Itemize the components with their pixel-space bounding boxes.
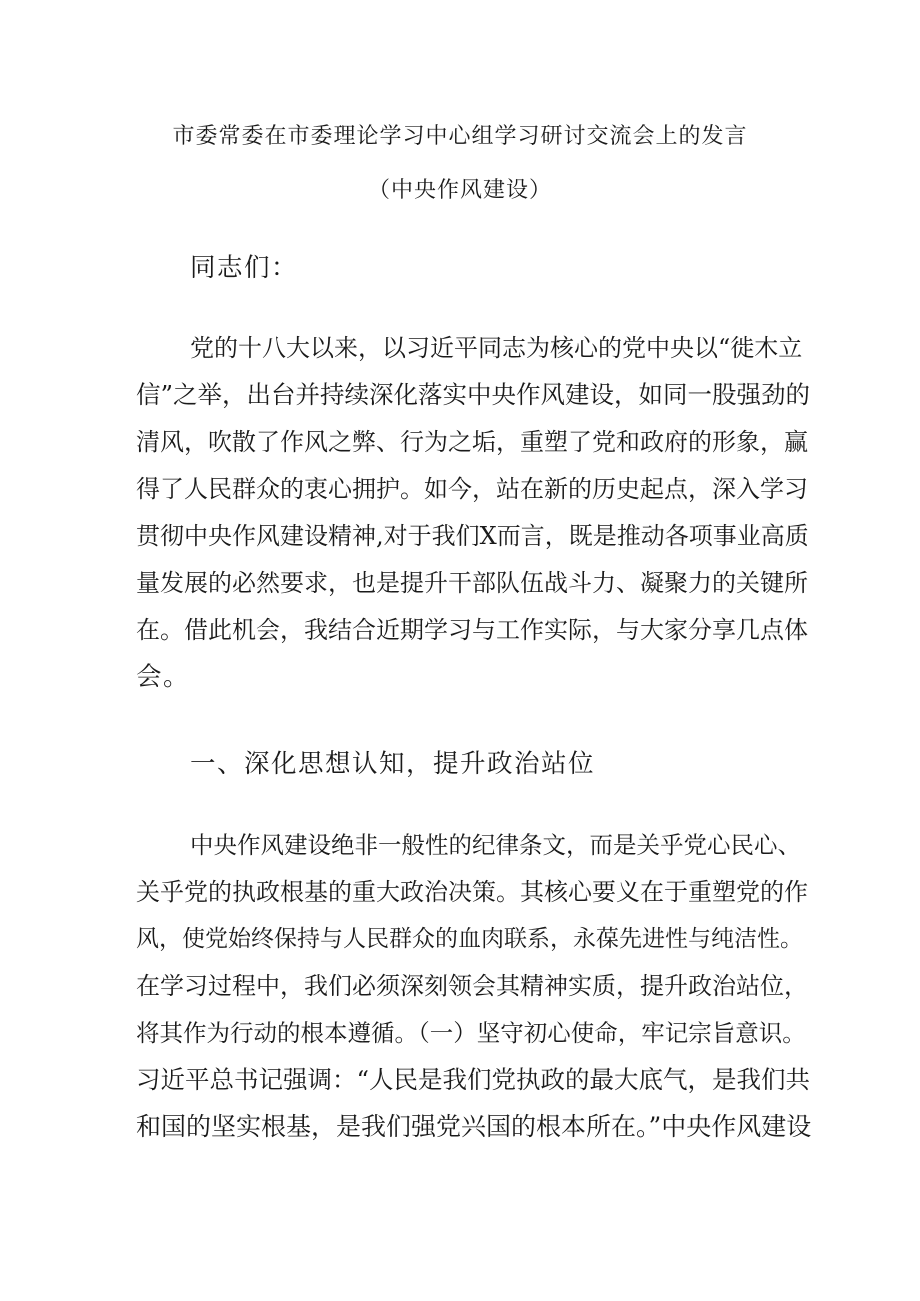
- paragraph2-line: 将其作为行动的根本遵循。（一）坚守初心使命，牢记宗旨意识。: [136, 1019, 806, 1047]
- paragraph1-line: 贯彻中央作风建设精神,对于我们X而言，既是推动各项事业高质: [136, 522, 809, 550]
- paragraph1-line: 党的十八大以来，以习近平同志为核心的党中央以“徙木立: [190, 334, 803, 362]
- paragraph1-line: 清风，吹散了作风之弊、行为之垢，重塑了党和政府的形象，赢: [136, 428, 808, 456]
- paragraph1-line: 得了人民群众的衷心拥护。如今，站在新的历史起点，深入学习: [136, 475, 808, 503]
- paragraph2-line: 和国的坚实根基，是我们强党兴国的根本所在。”中央作风建设: [136, 1112, 812, 1141]
- paragraph2-line: 关乎党的执政根基的重大政治决策。其核心要义在于重塑党的作: [136, 878, 808, 906]
- salutation: 同志们：: [190, 253, 299, 283]
- paragraph2-line: 在学习过程中，我们必须深刻领会其精神实质，提升政治站位，: [136, 972, 808, 1000]
- paragraph1-line: 会。: [136, 662, 191, 692]
- paragraph1-line: 信”之举，出台并持续深化落实中央作风建设，如同一股强劲的: [136, 380, 811, 409]
- document-subtitle: （中央作风建设）: [367, 178, 552, 203]
- paragraph1-line: 量发展的必然要求，也是提升干部队伍战斗力、凝聚力的关键所: [136, 569, 808, 597]
- paragraph1-line: 在。借此机会，我结合近期学习与工作实际，与大家分享几点体: [136, 616, 808, 644]
- paragraph2-line: 风，使党始终保持与人民群众的血肉联系，永葆先进性与纯洁性。: [136, 926, 803, 952]
- section-heading: 一、深化思想认知，提升政治站位: [190, 749, 596, 779]
- document-title: 市委常委在市委理论学习中心组学习研讨交流会上的发言: [172, 124, 748, 149]
- paragraph2-line: 中央作风建设绝非一般性的纪律条文，而是关乎党心民心、: [190, 831, 801, 859]
- paragraph2-line: 习近平总书记强调：“人民是我们党执政的最大底气，是我们共: [136, 1065, 811, 1094]
